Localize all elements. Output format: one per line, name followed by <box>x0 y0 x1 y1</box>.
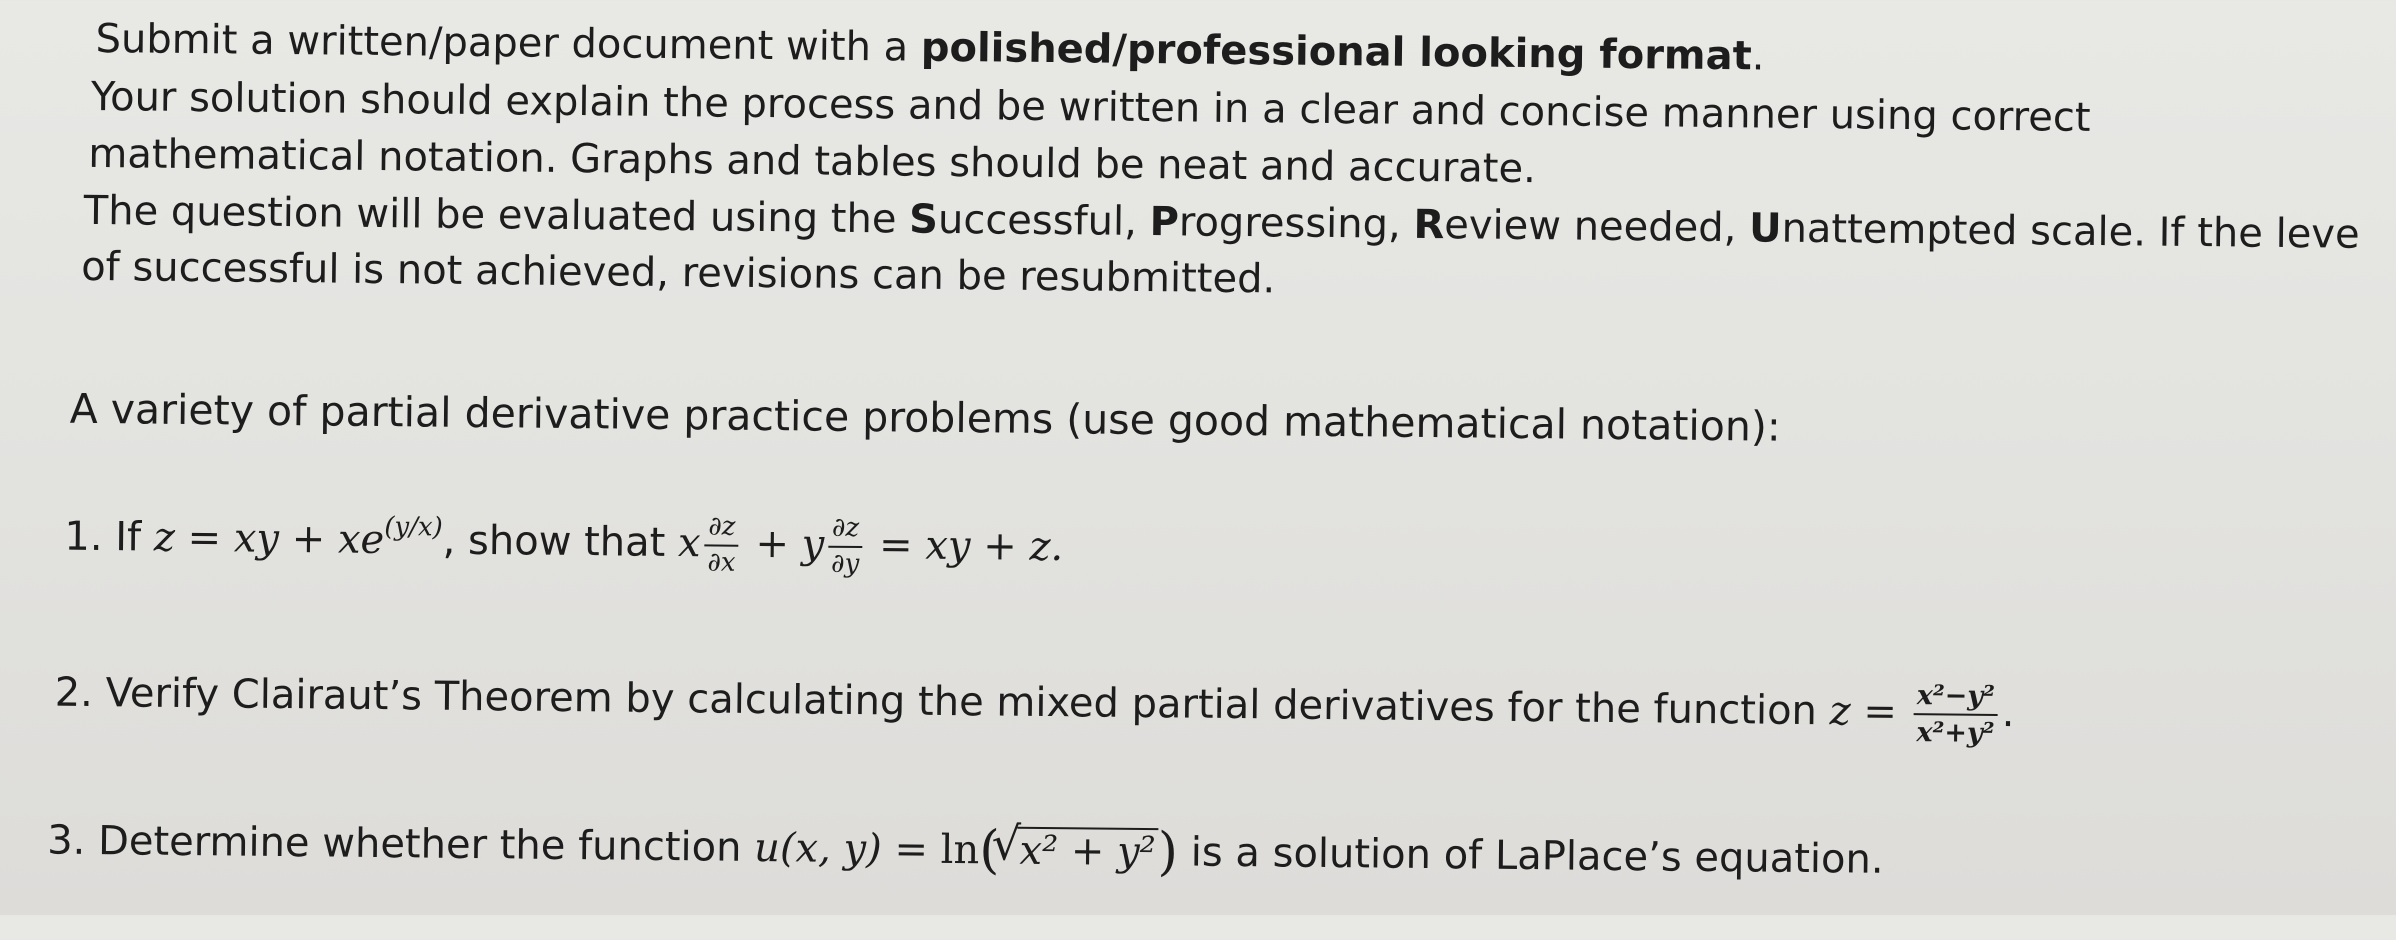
intro-line-2: Your solution should explain the process and be written in a clear and concise manner using correct <box>90 73 2091 141</box>
open-paren: ( <box>978 820 1000 881</box>
intro-line-3: mathematical notation. Graphs and tables should be neat and accurate. <box>88 130 1537 193</box>
problem-1-x: x <box>677 520 701 567</box>
scale-letter-s: S <box>908 196 939 243</box>
problems-heading: A variety of partial derivative practice problems (use good mathematical notation): <box>69 384 1781 451</box>
intro-line-4 <box>83 187 2360 258</box>
problem-3-text: 3. Determine whether the function <box>46 817 755 871</box>
scale-word-u: nattempted scale. If the leve <box>1781 205 2360 258</box>
intro-line-1 <box>95 16 1765 80</box>
problem-1-exponent: (y/x) <box>384 511 443 543</box>
frac-numerator: ∂z <box>705 512 739 546</box>
problem-2-z-equals: z = <box>1829 688 1910 736</box>
scale-word-s: uccessful, <box>937 196 1150 246</box>
problem-1-function: z = xy + xe <box>153 514 385 563</box>
problem-1-rhs: = xy + z. <box>866 521 1064 571</box>
scale-word-p: rogressing, <box>1178 199 1414 248</box>
close-paren: ) <box>1157 822 1179 883</box>
problem-1-y: y <box>801 521 825 568</box>
scale-letter-u: U <box>1748 205 1782 252</box>
frac-numerator: x²−y² <box>1914 680 1998 716</box>
problem-2-fraction <box>1913 680 1998 749</box>
intro-bold-text: polished/professional looking format <box>920 24 1752 80</box>
frac-denominator: ∂y <box>830 548 860 579</box>
problem-3-function: u(x, y) = <box>753 824 941 873</box>
problem-2 <box>54 661 2014 750</box>
problem-3 <box>47 815 1884 886</box>
partial-z-partial-x <box>704 512 739 578</box>
partial-z-partial-y <box>828 514 863 580</box>
problem-1-number: 1. If <box>64 513 155 561</box>
scale-letter-r: R <box>1413 201 1445 249</box>
problem-1-show-that: , show that <box>442 517 679 567</box>
scale-word-r: eview needed, <box>1444 202 1750 252</box>
scale-intro-text: The question will be evaluated using the <box>83 187 910 243</box>
intro-line-5: of successful is not achieved, revisions can be resubmitted. <box>80 243 1276 303</box>
square-root <box>1017 827 1158 876</box>
problem-2-text: 2. Verify Clairaut’s Theorem by calculating the mixed partial derivatives for the function <box>54 669 1830 735</box>
problem-3-tail: is a solution of LaPlace’s equation. <box>1177 829 1884 883</box>
frac-numerator: ∂z <box>828 514 862 548</box>
natural-log: ln <box>940 826 980 874</box>
intro-text: Submit a written/paper document with a <box>95 16 922 71</box>
problem-2-period: . <box>2001 690 2015 737</box>
frac-denominator: ∂x <box>707 547 736 578</box>
problem-1 <box>64 506 1064 582</box>
radicand: x² + y² <box>1019 827 1156 876</box>
intro-period: . <box>1751 33 1765 80</box>
frac-denominator: x²+y² <box>1916 717 1995 749</box>
plus-sign: + <box>742 520 802 568</box>
scale-letter-p: P <box>1149 199 1180 246</box>
